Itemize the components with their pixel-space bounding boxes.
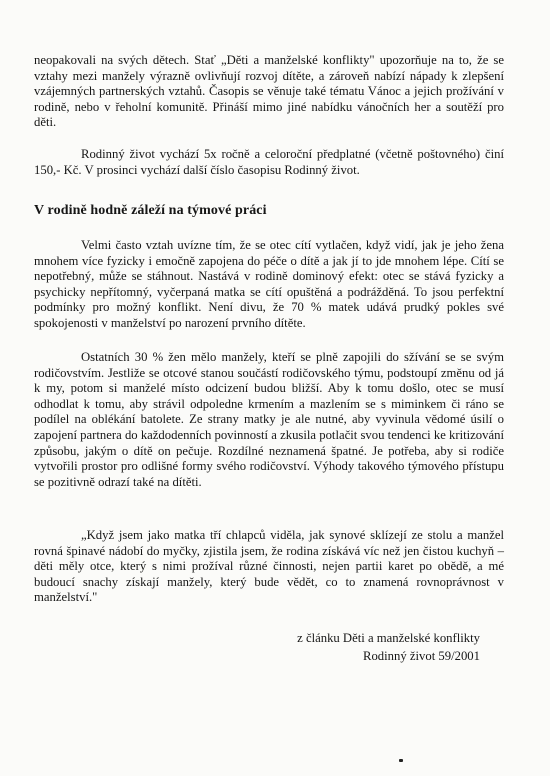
citation-issue: Rodinný život 59/2001 (362, 648, 480, 663)
paragraph-thirty-percent: Ostatních 30 % žen mělo manžely, kteří se plně zapojili do sžívání se se svým rodičovstvím. Jestliže se otcové stanou součástí rodičovského týmu, podstoupí změnu od já k my, potom si manželé místo odcizení budou bližší. Aby k tomu došlo, otec se musí odhodlat k tomu, aby strávil odpoledne krmením a mazlením se s miminkem či ráno se podílel na oblékání batolete. Ze strany matky je ale nutné, aby vyvinula vědomé úsilí o zapojení partnera do každodenních povinností a zkusila potlačit svou tendenci ke kritizování způsobu, jakým o dítě on pečuje. Rozdílné neznamená špatné. Je potřeba, aby si rodiče vytvořili prostor pro odlišné formy svého rodičovství. Výhody takového týmového přístupu se pozitivně odrazí také na dítěti. (34, 350, 504, 489)
paragraph-intro: neopakovali na svých dětech. Stať „Děti a manželské konflikty" upozorňuje na to, že se vztahy mezi manžely výrazně ovlivňují rozvoj dítěte, a zároveň nabízí nápady k zlepšení vzájemných partnerských vztahů. Časopis se věnuje také tématu Vánoc a jejich prožívání v rodině, nebo v řeholní komunitě. Přináší mimo jiné nabídku vánočních her a soutěží pro děti. (34, 53, 504, 130)
paragraph-subscription: Rodinný život vychází 5x ročně a celoroční předplatné (včetně poštovného) činí 150,- Kč. V prosinci vychází další číslo časopisu Rodinný život. (34, 147, 504, 177)
paragraph-quote: „Když jsem jako matka tří chlapců viděla, jak synové sklízejí ze stolu a manžel rovná špinavé nádobí do myčky, zjistila jsem, že rodina získává víc než jen čistou kuchyň – děti měly otce, který s nimi prožíval různé činnosti, nejen partii karet po obědě, a mé budoucí snachy získají manžely, který bude vědět, co to znamená rovnoprávnost v manželství." (34, 528, 504, 605)
section-heading: V rodině hodně záleží na týmové práci (34, 203, 267, 218)
source-citation (297, 630, 480, 665)
paragraph-father: Velmi často vztah uvízne tím, že se otec cítí vytlačen, když vidí, jak je jeho žena mnohem více fyzicky i emočně zapojena do péče o dítě a jak jí to jde mnohem lépe. Cítí se nepotřebný, může se stáhnout. Nastává v rodině dominový efekt: otec se stává fyzicky a psychicky nepřítomný, vyčerpaná matka se cítí opuštěná a podrážděná. To jsou perfektní podmínky pro možný konflikt. Není divu, že 70 % matek udává prudký pokles své spokojenosti v manželství po narození prvního dítěte. (34, 238, 504, 330)
citation-article: z článku Děti a manželské konflikty (297, 631, 480, 645)
scan-speck (399, 759, 403, 762)
